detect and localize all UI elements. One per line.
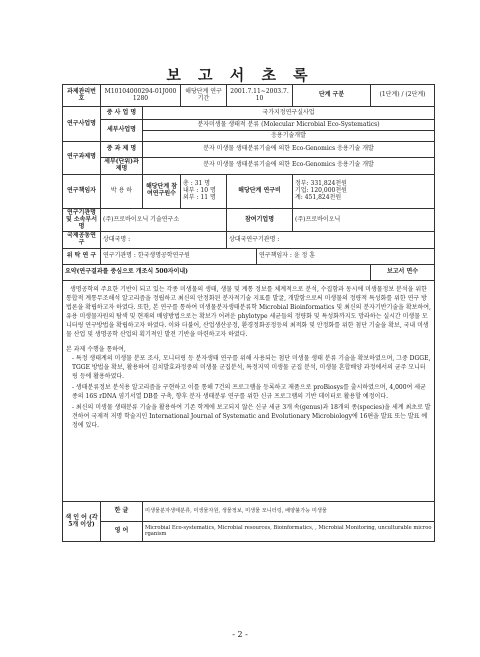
project-sub-label: 세부(단위)과제명: [101, 158, 143, 175]
row-program-main: [63, 107, 435, 120]
summary-intro: 본 과제 수행을 통하여,: [66, 346, 126, 354]
project-sub-value: 분자 미생물 생태분류기술에 의한 Eco-Genomics 응용기술 개발: [143, 158, 435, 175]
row-summary-body: [63, 281, 435, 502]
count-external: 11: [200, 193, 209, 201]
count-total: 31: [194, 179, 203, 187]
row-consign: [63, 249, 435, 265]
count-internal: 10: [200, 186, 209, 194]
program-main-label: 중 사 업 명: [101, 107, 143, 120]
program-main-value: 국가지정연구실사업: [143, 107, 435, 120]
row-keywords-en: [63, 522, 435, 542]
consign-label: 위 탁 연 구: [63, 249, 101, 265]
program-sub-value-2: 응용기술개발: [143, 131, 435, 142]
report-abstract-form: [62, 84, 435, 542]
partner-company-label: 참여기업명: [227, 208, 293, 232]
researcher-name: 박 용 하: [101, 174, 143, 208]
participant-counts: 총 : 31 명 내부 : 10 명 외부 : 11 명: [181, 174, 227, 208]
project-main-label: 중 과 제 명: [101, 142, 143, 158]
stage-period-label: 해당단계 연구기간: [181, 85, 227, 107]
summary-paragraph: 생명공학의 주요한 기반이 되고 있는 각종 미생물의 생태, 생물 및 계통 정보를 체계적으로 분석, 수집함과 동시에 미생물정보 분석을 위한 통합적 계통무조해석 알고리즘을 정립하고 최신의 안정화된 분자적기술 지표를 발굴, 개발함으로써 미생물의 정량적 특성화를 위한 연구 방법론을 확립하고자 하였다. 또한, 본 연구를 통하여 미생물분자생태분류학 Microbial Bioinformatics 및 최신의 분자기반기술을 확보하여, 유용 미생물자원의 탐색 및 현재의 배양방법으로는 확보가 어려운 phylotype 세균들의 정량화 및 특성화까지도 망라하는 실시간 미생물 모니터링 연구방법을 확립하고자 하였다. 이와 더불어, 산업생산공정, 환경정화공정등의 최적화 및 안정화를 위한 첨단 기술을 확보, 국내 미생물 산업 및 생명공학 산업의 획기적인 발전 기반을 마련하고자 하였다.: [66, 286, 431, 339]
research-cost-values: 정부: 331,824천원 기업: 120,000천원 계: 451,824천원: [293, 174, 435, 208]
row-researcher: [63, 174, 435, 208]
summary-bullet-1: - 특정 생태계의 미생물 분포 조사, 모니터링 등 분자생태 연구를 위해 사용되는 첨단 미생물 생태 분류 기술을 확보하였으며, 그중 DGGE, TGGE 방법을 확보, 활용하여 김치발효과정중의 미생물 군집분석, 특정지역 미생물 군집 분석, 미생물 혼합배양 과정에서의 균주 모니터링 등에 활용하였다.: [72, 355, 431, 381]
summary-body: [63, 281, 435, 502]
keywords-en-label: 영 어: [101, 522, 143, 542]
program-label: 연구사업명: [63, 107, 101, 142]
row-program-sub: [63, 120, 435, 131]
research-cost-label: 해당단계 연구비: [227, 174, 293, 208]
row-keywords-ko: [63, 502, 435, 522]
row-project-main: [63, 142, 435, 158]
stage-type-label: 단계 구분: [293, 85, 371, 107]
stage-period-value: 2001.7.11~2003.7.10: [227, 85, 293, 107]
summary-label: 요약(연구결과를 중심으로 개조식 500자이내): [63, 265, 371, 281]
institution-label: 연구기관명 및 소속부서명: [63, 208, 101, 232]
partner-company-value: (주)프로바이오닉: [293, 208, 435, 232]
keywords-en-value: Microbial Eco-systematics, Microbial resources, Bioinformatics, , Microbial Monitoring, unculturable microorganism: [143, 522, 435, 542]
consign-head: 연구책임자 : 윤 정 훈: [257, 249, 435, 265]
report-pages-label: 보고서 면수: [371, 265, 435, 281]
row-summary-header: [63, 265, 435, 281]
project-number-value: M10104000294-01J0001280: [101, 85, 181, 107]
project-label: 연구과제명: [63, 142, 101, 175]
summary-bullet-2: - 생태분류정보 분석용 알고리즘을 구현하고 이를 통해 7건의 프로그램을 등록하고 제품으로 proBiosys를 출시하였으며, 4,000여 세균종의 16S rDNA 염기서열 DB를 구축, 향후 분자 생태분류 연구를 위한 신규 프로그램의 기반 데이터로 활용할 예정이다.: [72, 384, 426, 401]
intl-country-label: 상대국명 :: [101, 232, 227, 249]
intl-label: 국제공동연구: [63, 232, 101, 249]
institution-value: (주)프로바이오닉 기술연구소: [101, 208, 227, 232]
intl-institution-label: 상대국연구기관명 :: [227, 232, 435, 249]
project-number-label: 과제관리번호: [63, 85, 101, 107]
keywords-ko-value: 미생물분자생태분류, 미생물자원, 생물정보, 미생물 모니터링, 배양불가능 미생물: [143, 502, 435, 522]
program-sub-value-1: 분자미생물 생태적 분류 (Molecular Microbial Eco-Systematics): [143, 120, 435, 131]
participant-count-label: 해당단계 참여연구원수: [143, 174, 181, 208]
program-sub-label: 세부사업명: [101, 120, 143, 142]
row-institution: [63, 208, 435, 232]
researcher-label: 연구책임자: [63, 174, 101, 208]
row-international: [63, 232, 435, 249]
consign-institution: 연구기관명 : 한국생명공학연구원: [101, 249, 257, 265]
stage-type-value: (1단계) / (2단계): [371, 85, 435, 107]
keywords-ko-label: 한 글: [101, 502, 143, 522]
project-main-value: 분자 미생물 생태분류기술에 의한 Eco-Genomics 응용기술 개발: [143, 142, 435, 158]
document-title: 보 고 서 초 록: [166, 66, 314, 84]
summary-bullet-3: - 최신의 미생물 생태분류 기술을 활용하여 기존 학계에 보고되지 않은 신규 세균 3개 속(genus)과 18개의 종(species)을 세계 최초로 발견하여 국제적 저명 학술지인 International Journal of Systematic and Evolutionary Microbiology에 16편을 발표 또는 발표 예정에 있다.: [72, 404, 431, 430]
keywords-label: 색 인 어 (각 5개 이상): [63, 502, 101, 542]
page-number: - 2 -: [232, 630, 248, 639]
row-project-number: [63, 85, 435, 107]
row-project-sub: [63, 158, 435, 175]
